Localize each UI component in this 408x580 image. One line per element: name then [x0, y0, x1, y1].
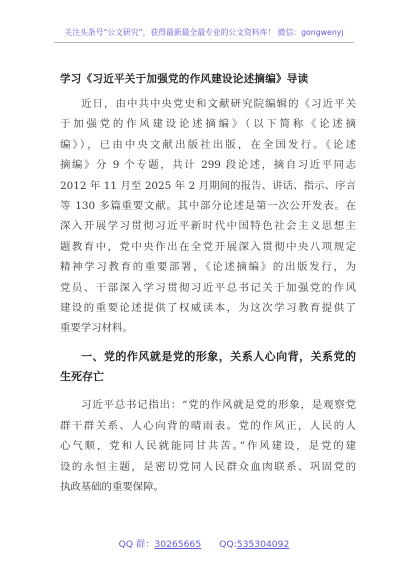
promo-header-text: 关注头条号“公文研究”，获得最新最全最专业的公文资料库！ 微信：gongwenyj	[64, 28, 344, 37]
paragraph-line: 摘编》分 9 个专题，共计 299 段论述，摘自习近平同志	[60, 159, 356, 172]
paragraph-line: 习近平总书记指出：“党的作风就是党的形象，是观察党	[81, 399, 356, 412]
paragraph-line: 建设的重要论述提供了权威读本，为这次学习教育提供了	[60, 301, 356, 314]
paragraph-line: 群干群关系、人心向背的晴雨表。党的作风正，人民的人	[60, 419, 356, 432]
paragraph-line: 近日，由中共中央党史和文献研究院编辑的《习近平关	[81, 98, 356, 110]
paragraph-line: 2012 年 11 月至 2025 年 2 月期间的报告、讲话、指示、序言	[60, 179, 356, 192]
document-body	[60, 94, 356, 497]
paragraph-line: 设的永恒主题，是密切党同人民群众血肉联系、巩固党的	[60, 460, 356, 473]
paragraph-line: 等 130 多篇重要文献。其中部分论述是第一次公开发表。在	[60, 199, 356, 212]
paragraph-line: 重要学习材料。	[60, 322, 133, 335]
paragraph-1	[60, 94, 356, 339]
paragraph-2	[60, 395, 356, 497]
section-1-heading	[60, 347, 356, 388]
paragraph-line: 精神学习教育的重要部署，《论述摘编》的出版发行，为	[60, 261, 356, 274]
qq-label: QQ:	[219, 539, 237, 550]
section-heading-line: 一、党的作风就是党的形象，关系人心向背，关系党的	[81, 349, 356, 363]
qq-group-number[interactable]: 30265665	[154, 539, 202, 550]
paragraph-line: 深入开展学习贯彻习近平新时代中国特色社会主义思想主	[60, 220, 356, 233]
contact-footer	[0, 536, 408, 550]
paragraph-line: 题教育中，党中央作出在全党开展深入贯彻中央八项规定	[60, 240, 356, 253]
paragraph-line: 执政基础的重要保障。	[60, 481, 164, 494]
header-divider	[54, 42, 354, 43]
paragraph-line: 心气顺，党和人民就能同甘共苦。”作风建设，是党的建	[60, 440, 356, 453]
section-heading-line: 生死存亡	[60, 370, 104, 384]
qq-number[interactable]: 535304092	[236, 539, 290, 550]
qq-group-label: QQ 群：	[118, 539, 155, 550]
paragraph-line: 编》），已由中央文献出版社出版，在全国发行。《论述	[60, 138, 356, 151]
paragraph-line: 党员、干部深入学习贯彻习近平总书记关于加强党的作风	[60, 281, 356, 294]
document-title: 学习《习近平关于加强党的作风建设论述摘编》导读	[60, 73, 309, 85]
paragraph-line: 于加强党的作风建设论述摘编》（以下简称《论述摘	[60, 118, 356, 131]
